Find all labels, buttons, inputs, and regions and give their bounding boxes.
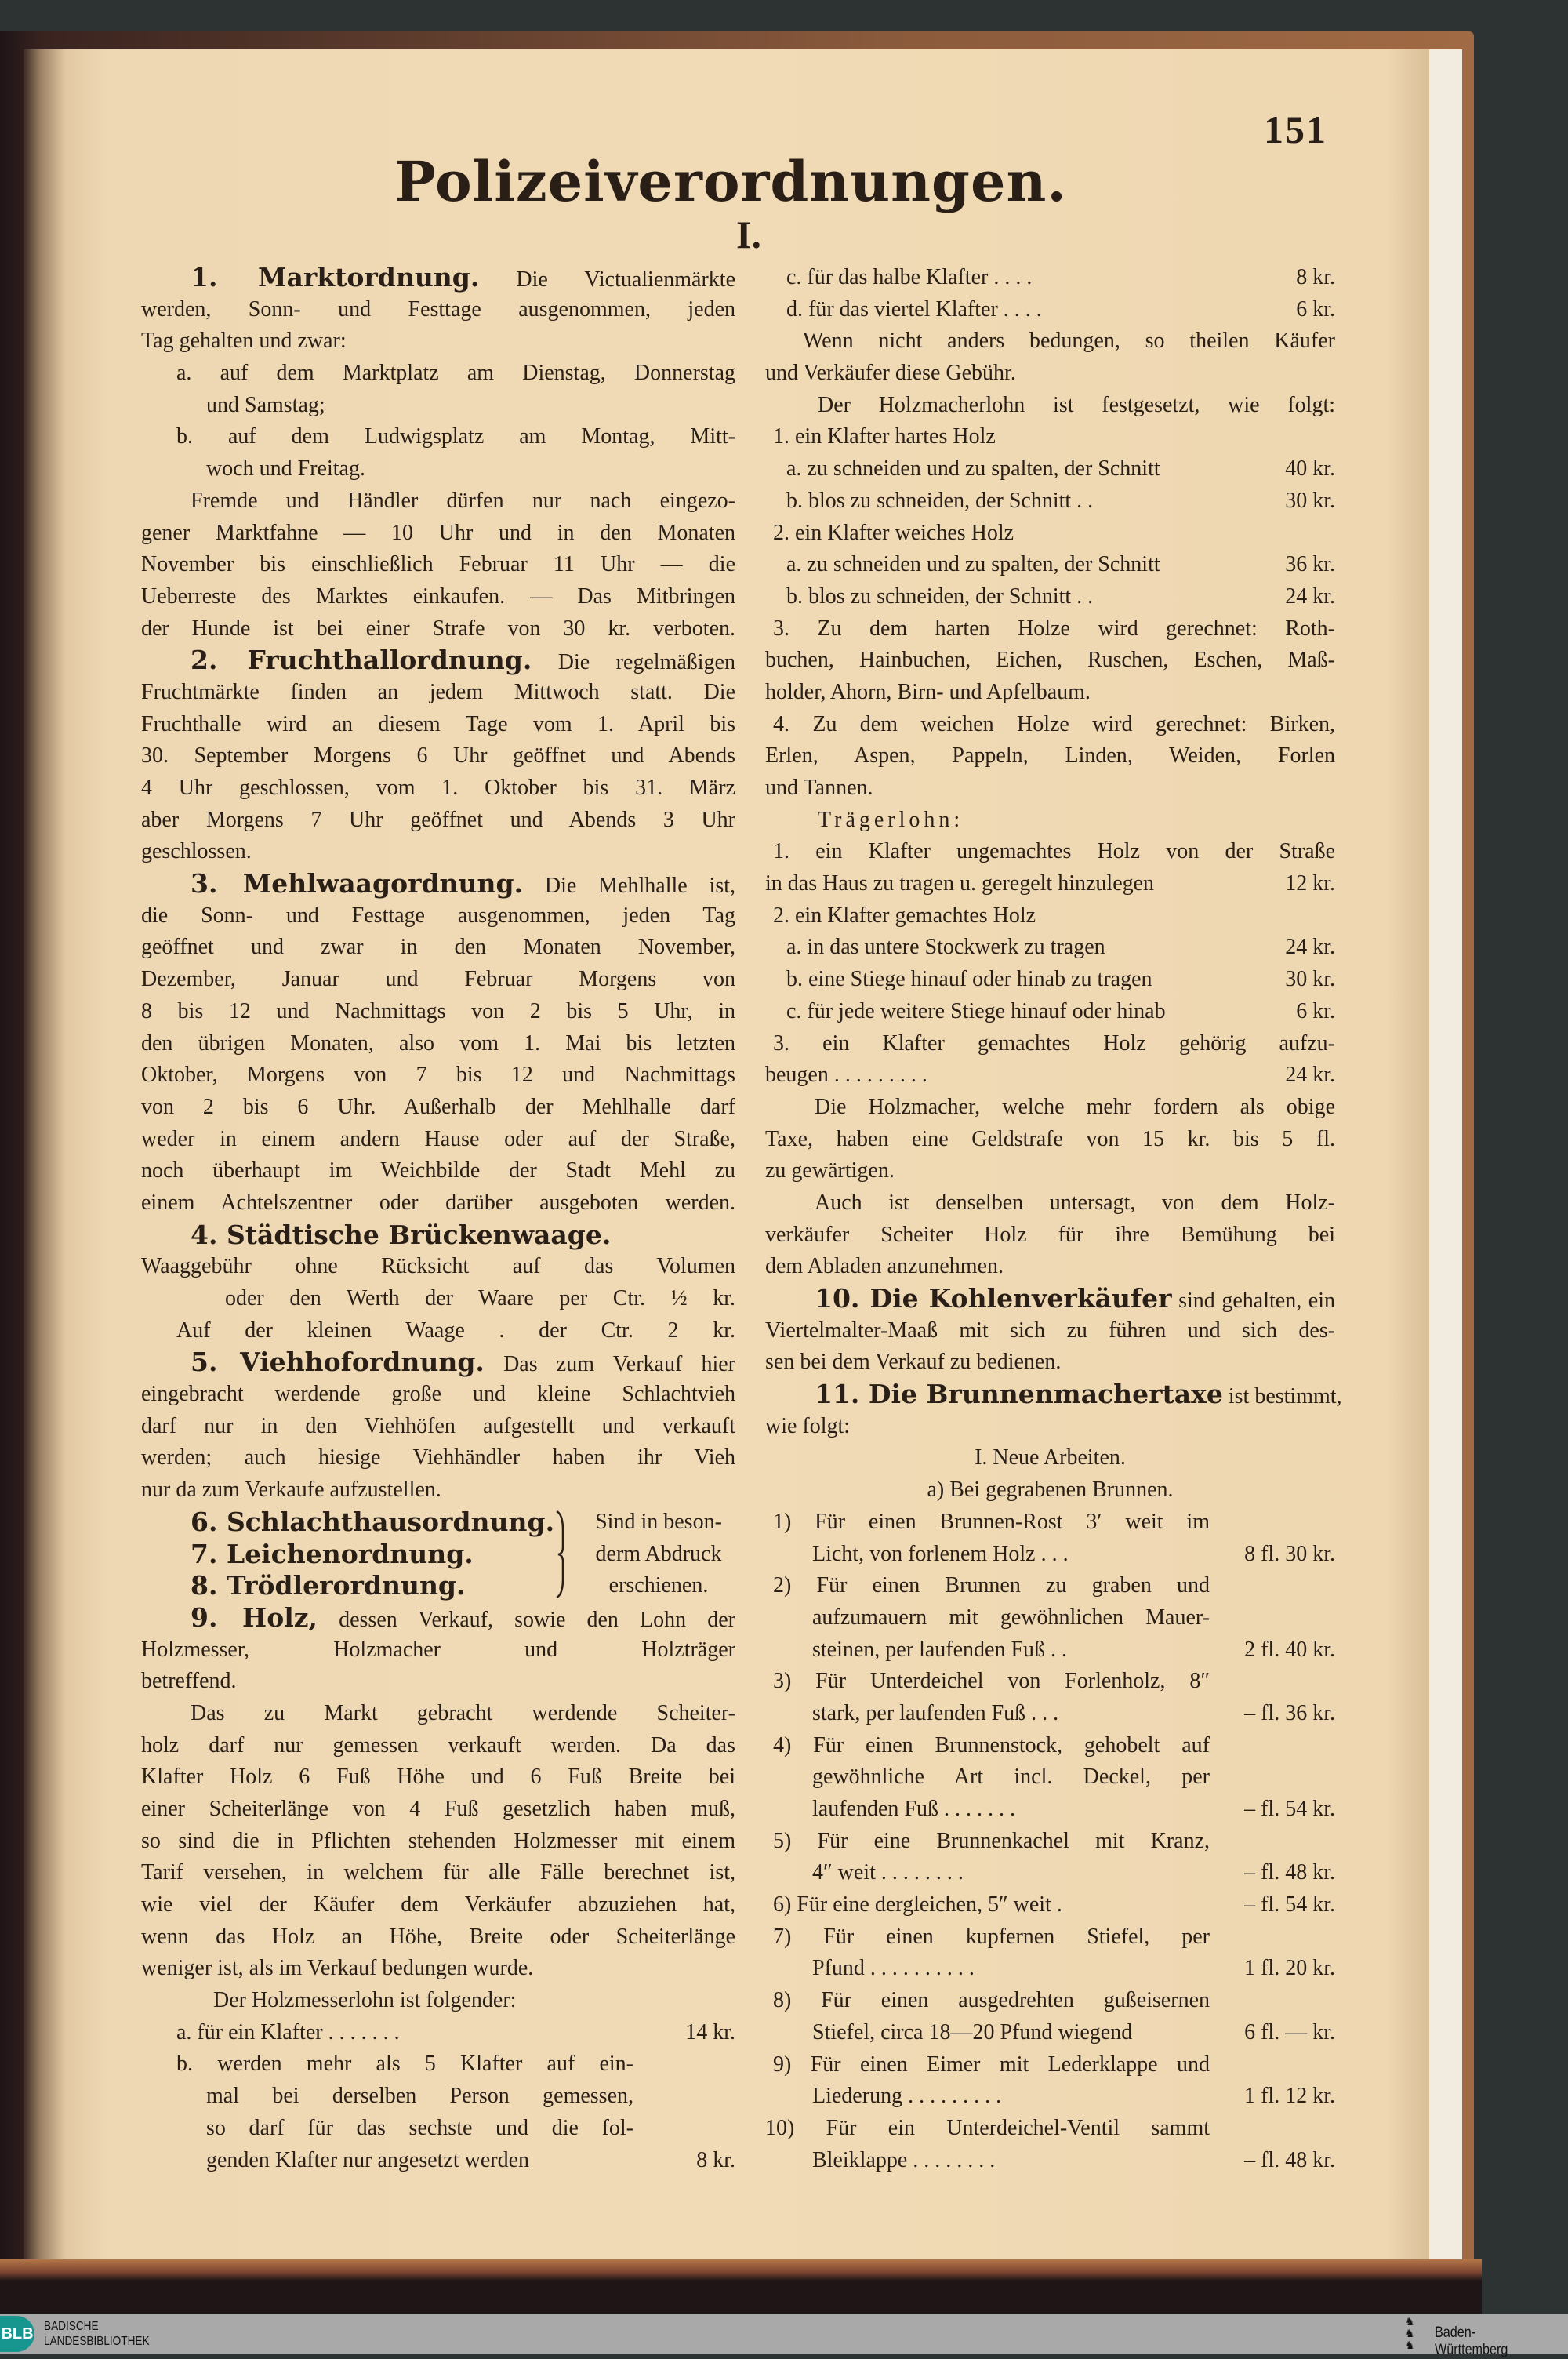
bracket-items <box>141 1506 555 1602</box>
price-row <box>765 2017 1335 2049</box>
price-row <box>141 2145 735 2177</box>
text-line: Dezember, Januar und Februar Morgens von <box>141 967 735 992</box>
text-line: 5) Für eine Brunnenkachel mit Kranz, <box>773 1828 1210 1853</box>
page-title: Polizeiverordnungen. <box>394 149 1067 214</box>
text-line: 2) Für einen Brunnen zu graben und <box>773 1573 1210 1598</box>
price-value: 6 kr. <box>1296 998 1335 1023</box>
text-line: a. auf dem Marktplatz am Dienstag, Donnerstag <box>176 361 735 386</box>
text-line: Das zu Markt gebracht werdende Scheiter- <box>191 1700 735 1725</box>
text-line: der Hunde ist bei einer Strafe von 30 kr. verboten. <box>141 616 735 641</box>
section-heading-line <box>141 1347 735 1379</box>
text-line: 1) Für einen Brunnen-Rost 3′ weit im <box>773 1509 1210 1534</box>
section-heading-line <box>141 262 735 294</box>
section-heading-line <box>141 1602 735 1634</box>
text-line: Der Holzmacherlohn ist festgesetzt, wie folgt: <box>818 392 1335 417</box>
price-value: – fl. 54 kr. <box>1244 1892 1335 1917</box>
bracket-item: 8. Trödlerordnung. <box>191 1570 466 1601</box>
price-row <box>141 2017 735 2049</box>
section-number: I. <box>736 213 761 256</box>
heading-text: sind gehalten, ein <box>1171 1289 1335 1313</box>
price-label: Pfund . . . . . . . . . . <box>812 1956 975 1981</box>
text-line: 9) Für einen Eimer mit Lederklappe und <box>773 2052 1210 2077</box>
text-line: geöffnet und zwar in den Monaten November, <box>141 935 735 960</box>
price-label: genden Klafter nur angesetzt werden <box>206 2147 530 2172</box>
text-line: Fruchtmärkte finden an jedem Mittwoch statt. Die <box>141 679 735 704</box>
text-line: einer Scheiterlänge von 4 Fuß gesetzlich haben muß, <box>141 1796 735 1821</box>
library-name-line1: BADISCHE <box>44 2320 99 2333</box>
page-number: 151 <box>1264 107 1327 151</box>
heading-text: ist bestimmt, <box>1222 1384 1342 1409</box>
price-row <box>765 1698 1335 1730</box>
text-line: Wenn nicht anders bedungen, so theilen Käufer <box>803 329 1335 354</box>
section-heading: 11. Die Brunnenmachertaxe <box>815 1379 1223 1410</box>
heading-text: Das zum Verkauf hier <box>484 1352 736 1377</box>
price-label: c. für das halbe Klafter . . . . <box>786 265 1033 289</box>
price-value: 36 kr. <box>1285 552 1335 577</box>
text-line: I. Neue Arbeiten. <box>975 1445 1126 1470</box>
section-heading: 5. Viehhofordnung. <box>191 1347 485 1378</box>
price-row <box>765 868 1335 900</box>
price-value: 1 fl. 20 kr. <box>1244 1956 1335 1981</box>
price-label: b. blos zu schneiden, der Schnitt . . <box>786 583 1094 609</box>
text-line: oder den Werth der Waare per Ctr. ½ kr. <box>225 1286 735 1310</box>
price-row <box>765 1539 1335 1571</box>
text-line: darf nur in den Viehhöfen aufgestellt und verkauft <box>141 1413 735 1438</box>
price-row <box>765 262 1335 294</box>
price-label: b. blos zu schneiden, der Schnitt . . <box>786 488 1094 513</box>
text-line: b. auf dem Ludwigsplatz am Montag, Mitt- <box>176 424 735 449</box>
section-heading: 3. Mehlwaagordnung. <box>191 868 524 900</box>
section-heading: 1. Marktordnung. <box>191 262 480 293</box>
section-heading-line <box>765 1283 1335 1315</box>
text-line: 1. ein Klafter ungemachtes Holz von der Straße <box>773 839 1335 864</box>
section-heading-line <box>141 645 735 677</box>
text-line: Auch ist denselben untersagt, von dem Holz- <box>815 1190 1335 1215</box>
right-column <box>765 262 1342 2176</box>
text-line: und Verkäufer diese Gebühr. <box>765 361 1016 386</box>
left-column-part-a <box>141 262 735 1507</box>
price-value: 12 kr. <box>1285 871 1335 896</box>
price-label: 6) Für eine dergleichen, 5″ weit . <box>773 1892 1062 1917</box>
text-line: betreffend. <box>141 1669 237 1694</box>
price-label: Stiefel, circa 18—20 Pfund wiegend <box>812 2019 1133 2045</box>
left-column-part-b <box>141 1602 735 2176</box>
text-line: weniger ist, als im Verkauf bedungen wurde. <box>141 1956 534 1981</box>
text-line: Erlen, Aspen, Pappeln, Linden, Weiden, Forlen <box>765 743 1335 769</box>
text-line: wie viel der Käufer dem Verkäufer abzuziehen hat, <box>141 1892 735 1917</box>
text-line: so sind die in Pflichten stehenden Holzmesser mit einem <box>141 1828 735 1853</box>
text-line: 3. ein Klafter gemachtes Holz gehörig aufzu- <box>773 1030 1335 1056</box>
bracket-note-line: Sind in beson- <box>595 1509 722 1534</box>
text-line: zu gewärtigen. <box>765 1158 895 1183</box>
price-row <box>765 1953 1335 1985</box>
price-value: 6 kr. <box>1296 296 1335 322</box>
text-line: geschlossen. <box>141 839 252 864</box>
text-line: 3. Zu dem harten Holze wird gerechnet: Roth- <box>773 616 1335 641</box>
text-line: November bis einschließlich Februar 11 Uhr — die <box>141 552 735 577</box>
price-label: Licht, von forlenem Holz . . . <box>812 1541 1069 1566</box>
text-line: werden; auch hiesige Viehhändler haben ihr Vieh <box>141 1445 735 1470</box>
text-line: 4 Uhr geschlossen, vom 1. Oktober bis 31. März <box>141 776 735 800</box>
price-row <box>765 1889 1335 1921</box>
text-line: verkäufer Scheiter Holz für ihre Bemühung bei <box>765 1222 1335 1247</box>
price-row <box>765 581 1335 613</box>
bracket-note <box>582 1507 735 1602</box>
text-line: so darf für das sechste und die fol- <box>206 2115 633 2140</box>
bracket-note-line: erschienen. <box>608 1573 709 1598</box>
price-label: a. in das untere Stockwerk zu tragen <box>786 935 1105 960</box>
price-value: 8 fl. 30 kr. <box>1244 1541 1335 1566</box>
price-label: d. für das viertel Klafter . . . . <box>786 296 1042 322</box>
price-label: steinen, per laufenden Fuß . . <box>812 1637 1068 1662</box>
price-value: 24 kr. <box>1285 583 1335 609</box>
text-line: sen bei dem Verkauf zu bedienen. <box>765 1350 1062 1375</box>
price-value: 2 fl. 40 kr. <box>1244 1637 1335 1662</box>
text-line: Die Holzmacher, welche mehr fordern als obige <box>815 1094 1335 1119</box>
text-line: wie folgt: <box>765 1413 851 1438</box>
price-value: 30 kr. <box>1285 967 1335 992</box>
price-label: b. eine Stiege hinauf oder hinab zu tragen <box>786 967 1152 992</box>
text-line: Tarif versehen, in welchem für alle Fälle berechnet ist, <box>141 1860 735 1885</box>
price-label: Liederung . . . . . . . . . <box>812 2084 1002 2109</box>
text-line: werden, Sonn- und Festtage ausgenommen, jeden <box>141 296 735 322</box>
price-label: stark, per laufenden Fuß . . . <box>812 1700 1059 1725</box>
price-row <box>765 2145 1335 2177</box>
text-line: gener Marktfahne — 10 Uhr und in den Monaten <box>141 520 735 545</box>
text-line: Taxe, haben eine Geldstrafe von 15 kr. bis 5 fl. <box>765 1126 1335 1151</box>
section-heading: 4. Städtische Brückenwaage. <box>191 1219 612 1250</box>
price-label: Bleiklappe . . . . . . . . <box>812 2147 996 2172</box>
text-line: woch und Freitag. <box>206 456 365 482</box>
section-heading: 9. Holz, <box>191 1601 318 1633</box>
text-line: Trägerlohn: <box>818 807 964 832</box>
library-name <box>44 2319 150 2349</box>
price-label: a. zu schneiden und zu spalten, der Schnitt <box>786 552 1160 577</box>
price-row <box>765 1857 1335 1889</box>
heading-text: dessen Verkauf, sowie den Lohn der <box>318 1607 735 1632</box>
brace-icon <box>550 1507 582 1602</box>
price-label: c. für jede weitere Stiege hinauf oder hinab <box>786 998 1166 1023</box>
footer-bar <box>0 2314 1568 2358</box>
section-heading-line <box>141 868 735 900</box>
price-value: 6 fl. — kr. <box>1244 2019 1335 2045</box>
section-heading-line <box>141 1219 735 1252</box>
text-line: wenn das Holz an Höhe, Breite oder Scheiterlänge <box>141 1924 735 1949</box>
heading-text: Die Victualienmärkte <box>479 267 735 292</box>
text-line: Auf der kleinen Waage . der Ctr. 2 kr. <box>176 1318 735 1343</box>
price-row <box>765 453 1335 485</box>
price-label: in das Haus zu tragen u. geregelt hinzulegen <box>765 871 1155 896</box>
lions-coat-of-arms-icon: ♞ ♞ ♞ <box>1405 2315 1415 2351</box>
text-line: aufzumauern mit gewöhnlichen Mauer- <box>812 1605 1210 1630</box>
text-line: buchen, Hainbuchen, Eichen, Ruschen, Eschen, Maß- <box>765 648 1335 673</box>
text-line: a) Bei gegrabenen Brunnen. <box>927 1478 1174 1503</box>
text-line: noch überhaupt im Weichbilde der Stadt Mehl zu <box>141 1158 735 1183</box>
text-line: Viertelmalter-Maaß mit sich zu führen und sich des- <box>765 1318 1335 1343</box>
text-line: 2. ein Klafter weiches Holz <box>773 520 1014 545</box>
price-value: 8 kr. <box>1296 265 1335 289</box>
price-value: – fl. 54 kr. <box>1244 1797 1335 1821</box>
price-row <box>765 2081 1335 2113</box>
price-value: 14 kr. <box>685 2019 735 2045</box>
bracket-note-line: derm Abdruck <box>595 1541 722 1566</box>
blb-logo-lettering: BLB <box>1 2325 34 2343</box>
text-line: nur da zum Verkaufe aufzustellen. <box>141 1478 441 1503</box>
text-line: 4. Zu dem weichen Holze wird gerechnet: Birken, <box>773 711 1335 736</box>
text-line: dem Abladen anzunehmen. <box>765 1254 1004 1279</box>
text-line: Klafter Holz 6 Fuß Höhe und 6 Fuß Breite bei <box>141 1765 735 1790</box>
text-line: 10) Für ein Unterdeichel-Ventil sammt <box>765 2115 1210 2140</box>
price-row <box>765 1794 1335 1826</box>
text-line: Fremde und Händler dürfen nur nach eingezo- <box>191 488 735 513</box>
price-value: 40 kr. <box>1285 456 1335 482</box>
text-line: Tag gehalten und zwar: <box>141 329 347 354</box>
library-name-line2: LANDESBIBLIOTHEK <box>44 2335 150 2348</box>
book-cover-edge <box>0 2259 1482 2314</box>
section-heading: 10. Die Kohlenverkäufer <box>815 1283 1172 1314</box>
section-heading: 2. Fruchthallordnung. <box>191 645 532 676</box>
price-value: 1 fl. 12 kr. <box>1244 2084 1335 2109</box>
price-value: – fl. 36 kr. <box>1244 1700 1335 1725</box>
price-value: 24 kr. <box>1285 935 1335 960</box>
text-line: 30. September Morgens 6 Uhr geöffnet und Abends <box>141 743 735 769</box>
price-label: laufenden Fuß . . . . . . . <box>812 1797 1015 1821</box>
price-value: 8 kr. <box>696 2147 735 2172</box>
text-line: holder, Ahorn, Birn- und Apfelbaum. <box>765 679 1091 704</box>
text-line: Fruchthalle wird an diesem Tage vom 1. April bis <box>141 711 735 736</box>
text-line: weder in einem andern Hause oder auf der Straße, <box>141 1126 735 1151</box>
heading-text: Die regelmäßigen <box>532 650 735 675</box>
text-line: Oktober, Morgens von 7 bis 12 und Nachmittags <box>141 1063 735 1088</box>
price-value: 24 kr. <box>1285 1063 1335 1088</box>
price-row <box>765 932 1335 964</box>
text-line: Waaggebühr ohne Rücksicht auf das Volumen <box>141 1254 735 1279</box>
text-line: 7) Für einen kupfernen Stiefel, per <box>773 1924 1210 1949</box>
left-column <box>141 262 735 2176</box>
bracket-item: 7. Leichenordnung. <box>191 1538 474 1569</box>
text-line: 8 bis 12 und Nachmittags von 2 bis 5 Uhr, in <box>141 998 735 1023</box>
price-label: a. für ein Klafter . . . . . . . <box>176 2019 400 2045</box>
text-line: b. werden mehr als 5 Klafter auf ein- <box>176 2052 633 2077</box>
price-row <box>765 1634 1335 1667</box>
text-line: 4) Für einen Brunnenstock, gehobelt auf <box>773 1732 1210 1757</box>
price-row <box>765 964 1335 996</box>
text-line: eingebracht werdende große und kleine Schlachtvieh <box>141 1382 735 1407</box>
text-line: Holzmesser, Holzmacher und Holzträger <box>141 1637 735 1662</box>
price-row <box>765 485 1335 518</box>
text-line: 3) Für Unterdeichel von Forlenholz, 8″ <box>773 1669 1210 1694</box>
price-row <box>765 996 1335 1028</box>
text-line: mal bei derselben Person gemessen, <box>206 2084 633 2109</box>
text-line: gewöhnliche Art incl. Deckel, per <box>812 1765 1210 1790</box>
text-line: holz darf nur gemessen verkauft werden. Da das <box>141 1732 735 1757</box>
blb-logo <box>0 2316 34 2352</box>
text-line: Der Holzmesserlohn ist folgender: <box>213 1988 517 2013</box>
text-line: aber Morgens 7 Uhr geöffnet und Abends 3 Uhr <box>141 807 735 832</box>
price-label: 4″ weit . . . . . . . . <box>812 1860 964 1885</box>
state-name: Baden-Württemberg <box>1435 2324 1508 2358</box>
text-line: Ueberreste des Marktes einkaufen. — Das Mitbringen <box>141 583 735 609</box>
price-row <box>765 294 1335 326</box>
price-value: – fl. 48 kr. <box>1244 2147 1335 2172</box>
bracket-group <box>141 1507 735 1602</box>
text-line: 8) Für einen ausgedrehten gußeisernen <box>773 1988 1210 2013</box>
price-label: beugen . . . . . . . . . <box>765 1063 927 1088</box>
text-line: und Tannen. <box>765 776 873 800</box>
text-line: 2. ein Klafter gemachtes Holz <box>773 903 1036 928</box>
text-line: von 2 bis 6 Uhr. Außerhalb der Mehlhalle darf <box>141 1094 735 1119</box>
price-row <box>765 1060 1335 1092</box>
price-value: – fl. 48 kr. <box>1244 1860 1335 1885</box>
text-line: 1. ein Klafter hartes Holz <box>773 424 996 449</box>
text-line: einem Achtelszentner oder darüber ausgeboten werden. <box>141 1190 735 1215</box>
text-line: den übrigen Monaten, also vom 1. Mai bis letzten <box>141 1030 735 1056</box>
text-line: die Sonn- und Festtage ausgenommen, jeden Tag <box>141 903 735 928</box>
bracket-item: 6. Schlachthausordnung. <box>191 1506 555 1537</box>
price-value: 30 kr. <box>1285 488 1335 513</box>
price-row <box>765 549 1335 581</box>
heading-text: Die Mehlhalle ist, <box>523 874 735 899</box>
section-heading-line <box>765 1379 1342 1411</box>
text-line: und Samstag; <box>206 392 325 417</box>
price-label: a. zu schneiden und zu spalten, der Schnitt <box>786 456 1160 482</box>
